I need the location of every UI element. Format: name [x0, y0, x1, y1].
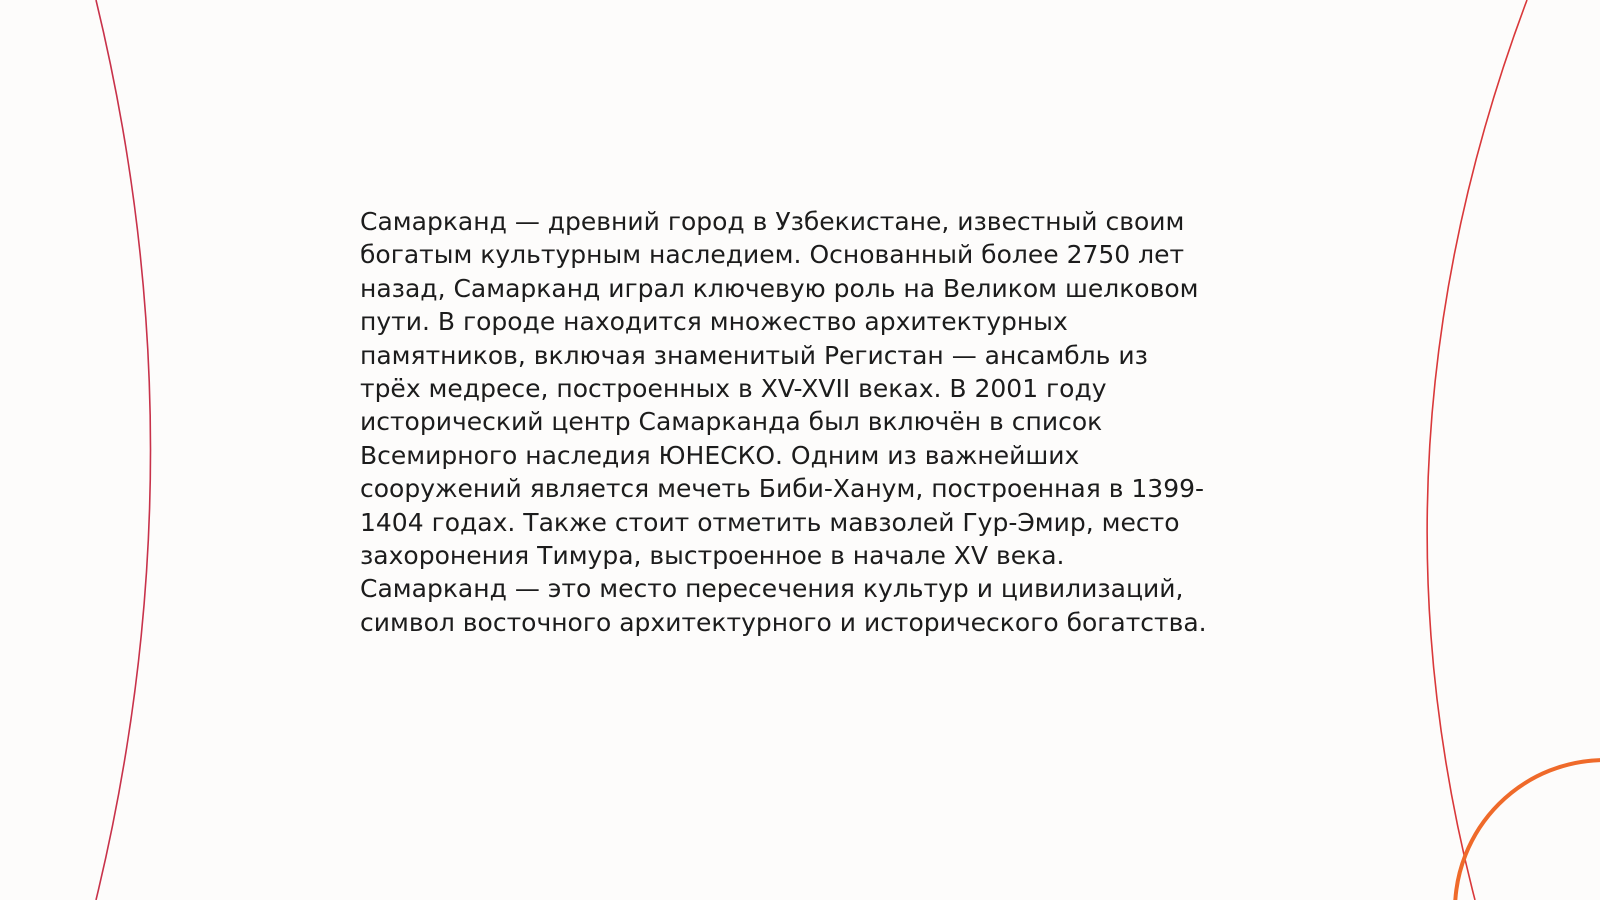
paragraph-line: назад, Самарканд играл ключевую роль на Великом шелковом [360, 273, 1199, 303]
paragraph-line: захоронения Тимура, выстроенное в начале XV века. [360, 541, 1065, 571]
paragraph-line: богатым культурным наследием. Основанный более 2750 лет [360, 240, 1185, 270]
paragraph-line: Всемирного наследия ЮНЕСКО. Одним из важнейших [360, 440, 1080, 470]
left-arc [96, 0, 151, 900]
body-paragraph [360, 205, 1240, 639]
paragraph-line: пути. В городе находится множество архитектурных [360, 307, 1068, 337]
paragraph-line: 1404 годах. Также стоит отметить мавзолей Гур-Эмир, место [360, 507, 1180, 537]
accent-circle [1455, 760, 1600, 900]
paragraph-line: памятников, включая знаменитый Регистан — ансамбль из [360, 340, 1148, 370]
paragraph-line: Самарканд — это место пересечения культур и цивилизаций, [360, 574, 1184, 604]
paragraph-line: трёх медресе, построенных в XV-XVII веках. В 2001 году [360, 374, 1107, 404]
right-arc [1427, 0, 1527, 900]
paragraph-line: символ восточного архитектурного и исторического богатства. [360, 607, 1207, 637]
paragraph-line: исторический центр Самарканда был включён в список [360, 407, 1103, 437]
paragraph-line: Самарканд — древний город в Узбекистане, известный своим [360, 207, 1185, 236]
paragraph-line: сооружений является мечеть Биби-Ханум, построенная в 1399- [360, 474, 1205, 504]
